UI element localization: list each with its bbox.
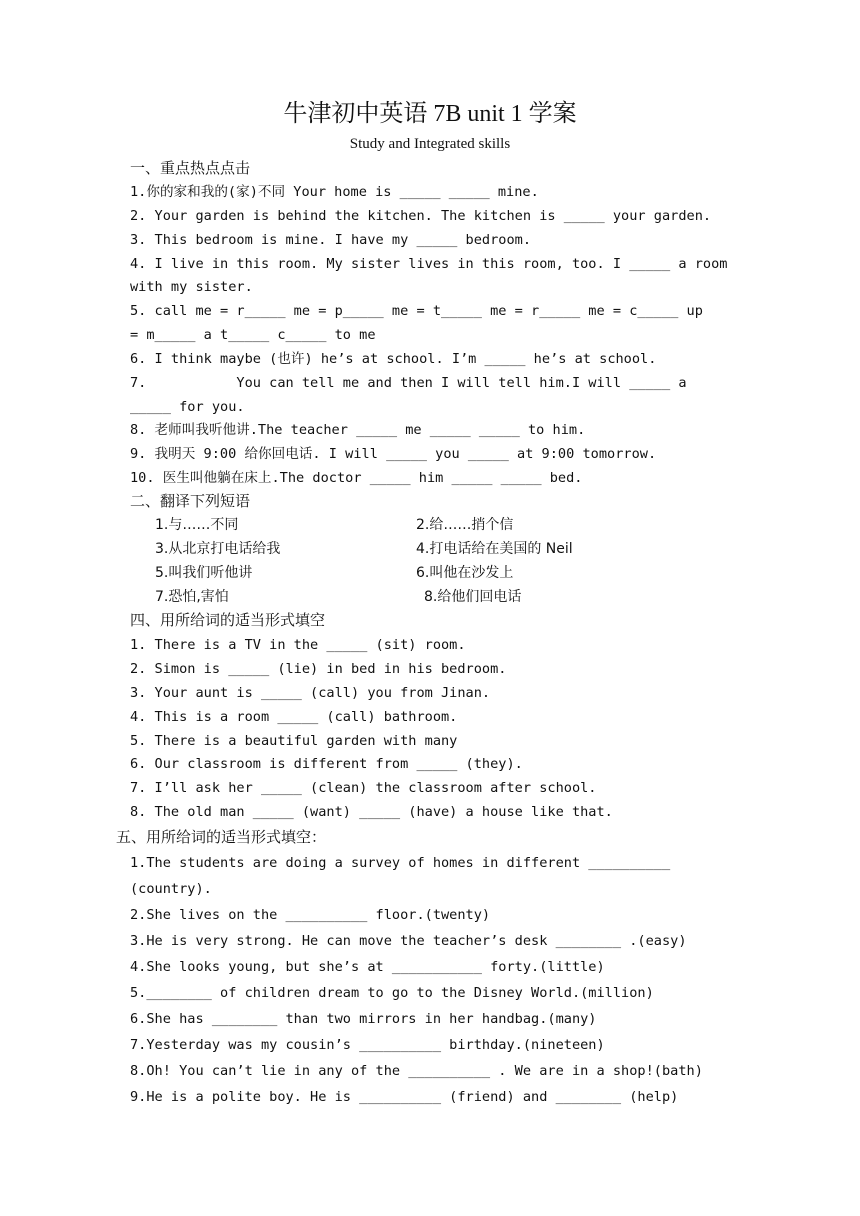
phrase-item: 2.给……捎个信 xyxy=(416,517,514,533)
exercise-line: 6. Our classroom is different from _____ (they). xyxy=(130,756,523,772)
exercise-line: 6. I think maybe (也许) he’s at school. I’m _____ he’s at school. xyxy=(130,351,657,367)
exercise-line: 2.She lives on the __________ floor.(twenty) xyxy=(130,907,491,923)
exercise-line: 8.Oh! You can’t lie in any of the __________ . We are in a shop!(bath) xyxy=(130,1063,703,1079)
exercise-line: 2. Your garden is behind the kitchen. The kitchen is _____ your garden. xyxy=(130,208,712,224)
exercise-line: 3.He is very strong. He can move the teacher’s desk ________ .(easy) xyxy=(130,933,687,949)
exercise-line: = m_____ a t_____ c_____ to me xyxy=(130,327,376,343)
page-title: 牛津初中英语 7B unit 1 学案 xyxy=(283,101,577,127)
page-subtitle: Study and Integrated skills xyxy=(349,136,511,152)
exercise-line: 1. There is a TV in the _____ (sit) room. xyxy=(130,637,466,653)
phrase-item: 8.给他们回电话 xyxy=(424,589,522,605)
section1-heading: 一、重点热点点击 xyxy=(130,159,251,177)
exercise-line: _____ for you. xyxy=(130,399,245,415)
exercise-line: 5. There is a beautiful garden with many xyxy=(130,733,458,749)
exercise-line: 8. The old man _____ (want) _____ (have) a house like that. xyxy=(130,804,613,820)
exercise-line: 10. 医生叫他躺在床上.The doctor _____ him _____ _____ bed. xyxy=(130,470,583,486)
exercise-line: 5.________ of children dream to go to the Disney World.(million) xyxy=(130,985,654,1001)
exercise-line: 6.She has ________ than two mirrors in her handbag.(many) xyxy=(130,1011,597,1027)
exercise-line: (country). xyxy=(130,881,212,897)
exercise-line: 9. 我明天 9:00 给你回电话. I will _____ you _____ at 9:00 tomorrow. xyxy=(130,446,657,462)
exercise-line: 1.The students are doing a survey of homes in different __________ xyxy=(130,855,671,871)
exercise-line: 2. Simon is _____ (lie) in bed in his bedroom. xyxy=(130,661,507,677)
exercise-line: 4. This is a room _____ (call) bathroom. xyxy=(130,709,458,725)
exercise-line: 5. call me = r_____ me = p_____ me = t_____ me = r_____ me = c_____ up xyxy=(130,303,703,319)
section5-heading: 五、用所给词的适当形式填空： xyxy=(116,828,327,846)
section4-heading: 四、用所给词的适当形式填空 xyxy=(130,611,326,629)
exercise-line: with my sister. xyxy=(130,279,253,295)
phrase-item: 7.恐怕,害怕 xyxy=(155,589,229,605)
phrase-item: 4.打电话给在美国的 Neil xyxy=(416,541,573,557)
exercise-line: 9.He is a polite boy. He is __________ (friend) and ________ (help) xyxy=(130,1089,679,1105)
phrase-item: 3.从北京打电话给我 xyxy=(155,541,281,557)
exercise-line: 4.She looks young, but she’s at ___________ forty.(little) xyxy=(130,959,605,975)
exercise-line: 3. This bedroom is mine. I have my _____ bedroom. xyxy=(130,232,532,248)
exercise-line: 4. I live in this room. My sister lives in this room, too. I _____ a room xyxy=(130,256,728,272)
phrase-item: 5.叫我们听他讲 xyxy=(155,565,253,581)
exercise-line: 7. I’ll ask her _____ (clean) the classroom after school. xyxy=(130,780,597,796)
exercise-line: 1.你的家和我的(家)不同 Your home is _____ _____ mine. xyxy=(130,184,539,200)
section2-heading: 二、翻译下列短语 xyxy=(130,492,251,510)
exercise-line: 7. You can tell me and then I will tell him.I will _____ a xyxy=(130,375,687,391)
exercise-line: 7.Yesterday was my cousin’s __________ birthday.(nineteen) xyxy=(130,1037,605,1053)
exercise-line: 8. 老师叫我听他讲.The teacher _____ me _____ _____ to him. xyxy=(130,422,586,438)
exercise-line: 3. Your aunt is _____ (call) you from Jinan. xyxy=(130,685,491,701)
phrase-item: 1.与……不同 xyxy=(155,517,239,533)
phrase-item: 6.叫他在沙发上 xyxy=(416,565,514,581)
